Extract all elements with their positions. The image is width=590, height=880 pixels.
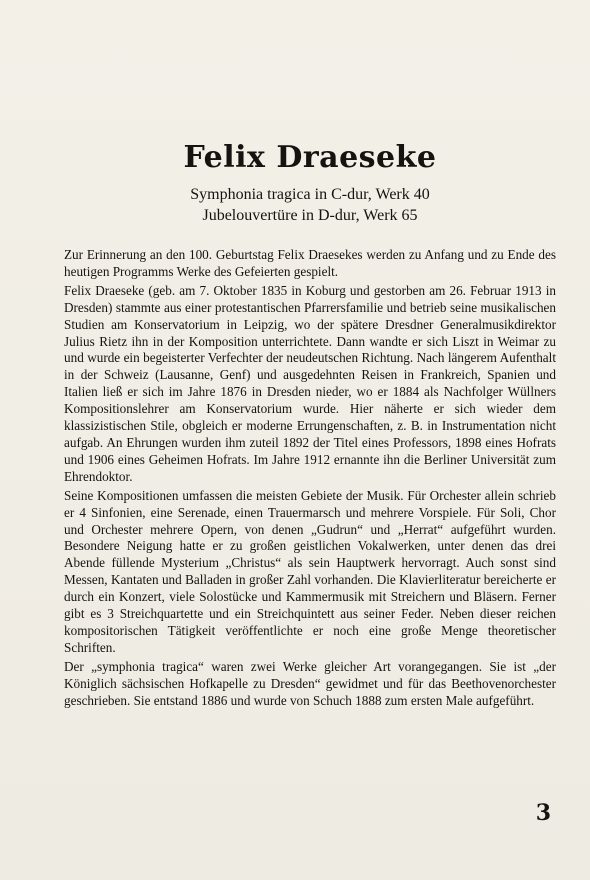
paragraph-intro: Zur Erinnerung an den 100. Geburtstag Felix Draesekes werden zu Anfang und zu Ende des heutigen Programms Werke des Gefeierten gespielt. (64, 247, 556, 279)
paragraph-symphonia: Der „symphonia tragica“ waren zwei Werke gleicher Art vorangegangen. Sie ist „der Königlich sächsischen Hofkapelle zu Dresden“ gewidmet und für das Beethovenorchester geschrieben. Sie entstand 1886 und wurde von Schuch 1888 zum ersten Male aufgeführt. (64, 658, 556, 708)
page-title: Felix Draeseke (183, 140, 437, 175)
paragraph-compositions: Seine Kompositionen umfassen die meisten Gebiete der Musik. Für Orchester allein schrieb er 4 Sinfonien, eine Serenade, einen Trauermarsch und mehrere Vorspiele. Für Soli, Chor und Orchester mehrere Opern, von denen „Gudrun“ und „Herrat“ aufgeführt wurden. Besondere Neigung hatte er zu großen geistlichen Vokalwerken, unter denen das drei Abende füllende Mysterium „Christus“ als sein Hauptwerk hervorragt. Auch sonst sind Messen, Kantaten und Balladen in großer Zahl vorhanden. Die Klavierliteratur bereicherte er durch ein Konzert, viele Solostücke und Kammermusik mit Streichern und Bläsern. Ferner gibt es 3 Streichquartette und ein Streichquintett aus seiner Feder. Neben dieser reichen kompositorischen Tätigkeit veröffentlichte er noch eine große Menge theoretischer Schriften. (64, 487, 556, 655)
subtitle-jubelouverture: Jubelouvertüre in D-dur, Werk 65 (202, 207, 418, 224)
body-text (64, 247, 556, 709)
article (64, 140, 556, 709)
paragraph-biography: Felix Draeseke (geb. am 7. Oktober 1835 in Koburg und gestorben am 26. Februar 1913 in Dresden) stammte aus einer protestantischen Pfarrersfamilie und betrieb seine musikalischen Studien am Konservatorium in Leipzig, wo der spätere Dresdner Generalmusikdirektor Julius Rietz ihn in der Komposition unterrichtete. Dann wandte er sich Liszt in Weimar zu und wurde ein begeisterter Verfechter der neudeutschen Richtung. Nach längerem Aufenthalt in der Schweiz (Lausanne, Genf) und ausgedehnten Reisen in Frankreich, Spanien und Italien ließ er sich im Jahre 1876 in Dresden nieder, wo er 1884 als Nachfolger Wüllners Kompositionslehrer am Konservatorium wurde. Hier näherte er sich wieder dem klassizistischen Stile, obgleich er moderne Errungenschaften, z. B. in Instrumentation nicht aufgab. An Ehrungen wurden ihm zuteil 1892 der Titel eines Professors, 1898 eines Hofrats und 1906 eines Geheimen Hofrats. Im Jahre 1912 ernannte ihn die Berliner Universität zum Ehrendoktor. (64, 282, 556, 484)
subtitle-symphonia: Symphonia tragica in C-dur, Werk 40 (190, 186, 430, 203)
page-number: 3 (535, 800, 551, 826)
